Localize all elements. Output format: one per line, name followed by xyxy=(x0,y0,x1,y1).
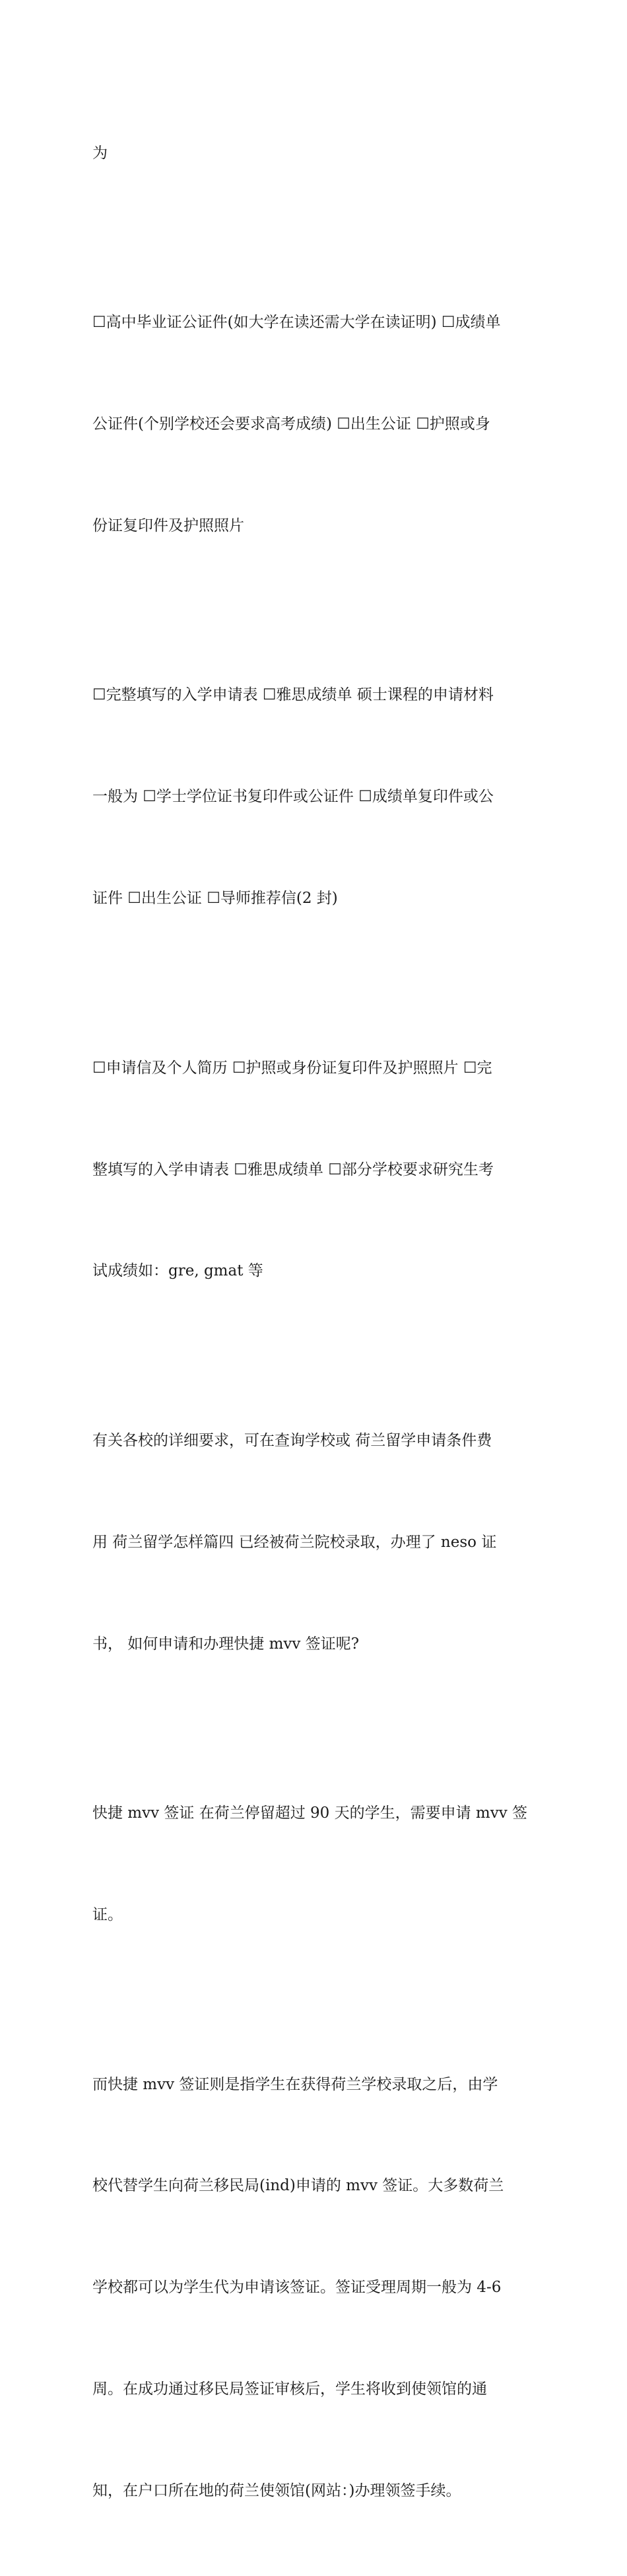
text-line: ☐高中毕业证公证件(如大学在读还需大学在读证明) ☐成绩单 xyxy=(92,314,501,332)
text-line: 用 荷兰留学怎样篇四 已经被荷兰院校录取，办理了 neso 证 xyxy=(92,1533,497,1551)
text-line: ☐完整填写的入学申请表 ☐雅思成绩单 硕士课程的申请材料 xyxy=(92,686,494,704)
text-line: 证。 xyxy=(92,1906,123,1924)
text-line: 书， 如何申请和办理快捷 mvv 签证呢? xyxy=(92,1635,360,1653)
text-line: 证件 ☐出生公证 ☐导师推荐信(2 封) xyxy=(92,890,338,908)
text-line: ☐申请信及个人简历 ☐护照或身份证复印件及护照照片 ☐完 xyxy=(92,1059,492,1077)
text-line: 周。在成功通过移民局签证审核后，学生将收到使领馆的通 xyxy=(92,2380,487,2398)
paragraph xyxy=(92,984,541,1356)
text-line: 校代替学生向荷兰移民局(ind)申请的 mvv 签证。大多数荷兰 xyxy=(92,2177,504,2195)
paragraph xyxy=(92,69,541,238)
paragraph xyxy=(92,1356,541,1729)
text-line: 为 xyxy=(92,144,108,162)
text-line: 知，在户口所在地的荷兰使领馆(网站：)办理领签手续。 xyxy=(92,2482,461,2500)
text-line: 整填写的入学申请表 ☐雅思成绩单 ☐部分学校要求研究生考 xyxy=(92,1161,494,1178)
paragraph xyxy=(92,238,541,610)
text-line: 快捷 mvv 签证 在荷兰停留超过 90 天的学生，需要申请 mvv 签 xyxy=(92,1805,528,1822)
text-line: 学校都可以为学生代为申请该签证。签证受理周期一般为 4-6 xyxy=(92,2279,502,2297)
text-line: 有关各校的详细要求，可在查询学校或 荷兰留学申请条件费 xyxy=(92,1431,492,1449)
paragraph xyxy=(92,611,541,984)
document-body xyxy=(92,69,541,2576)
text-line: 试成绩如：gre, gmat 等 xyxy=(92,1262,263,1280)
paragraph xyxy=(92,2000,541,2576)
text-line: 份证复印件及护照照片 xyxy=(92,517,244,534)
text-line: 而快捷 mvv 签证则是指学生在获得荷兰学校录取之后，由学 xyxy=(92,2075,498,2093)
text-line: 公证件(个别学校还会要求高考成绩) ☐出生公证 ☐护照或身 xyxy=(92,415,490,433)
text-line: 一般为 ☐学士学位证书复印件或公证件 ☐成绩单复印件或公 xyxy=(92,788,494,806)
paragraph xyxy=(92,1729,541,2000)
